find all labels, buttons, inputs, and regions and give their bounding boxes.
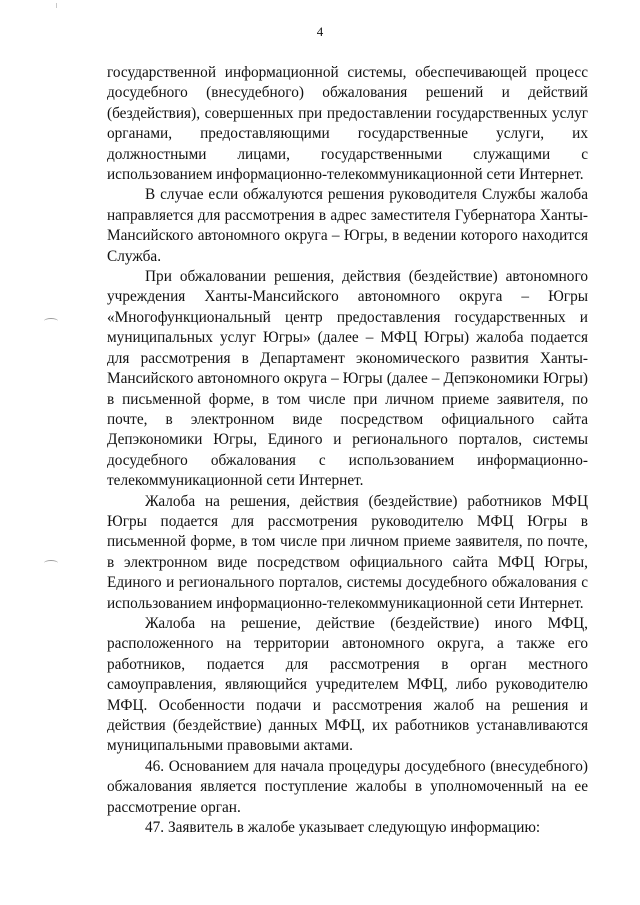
page-number: 4 xyxy=(316,24,324,39)
scan-speck xyxy=(56,3,57,8)
paragraph: Жалоба на решения, действия (бездействие) работников МФЦ Югры подается для рассмотрения руководителю МФЦ Югры в письменной форме, в том числе при личном приеме заявителя, по почте, в электронном виде посредством официального сайта МФЦ Югры, Единого и регионального порталов, системы досудебного обжалования с использованием информационно-телекоммуникационной сети Интернет. xyxy=(107,492,588,612)
binding-hole-mark xyxy=(44,318,58,324)
paragraph: 46. Основанием для начала процедуры досудебного (внесудебного) обжалования является поступление жалобы в уполномоченный на ее рассмотрение орган. xyxy=(107,757,588,816)
paragraph: При обжаловании решения, действия (бездействие) автономного учреждения Ханты-Мансийского автономного округа – Югры «Многофункциональный центр предоставления государственных и муниципальных услуг Югры» (далее – МФЦ Югры) жалоба подается для рассмотрения в Департамент экономического развития Ханты-Мансийского автономного округа – Югры (далее – Депэкономики Югры) в письменной форме, в том числе при личном приеме заявителя, по почте, в электронном виде посредством официального сайта Депэкономики Югры, Единого и регионального порталов, системы досудебного обжалования с использованием информационно-телекоммуникационной сети Интернет. xyxy=(107,268,588,490)
binding-hole-mark xyxy=(44,560,58,566)
paragraph: 47. Заявитель в жалобе указывает следующую информацию: xyxy=(145,819,541,837)
paragraph: Жалоба на решение, действие (бездействие) иного МФЦ, расположенного на территории автономного округа, а также его работников, подается для рассмотрения в орган местного самоуправления, являющийся учредителем МФЦ, либо руководителю МФЦ. Особенности подачи и рассмотрения жалоб на решения и действия (бездействие) данных МФЦ, их работников устанавливаются муниципальными правовыми актами. xyxy=(107,614,588,755)
document-body xyxy=(107,63,588,838)
paragraph: государственной информационной системы, обеспечивающей процесс досудебного (внесудебного) обжалования решений и действий (бездействия), совершенных при предоставлении государственных услуг органами, предоставляющими государственные услуги, их должностными лицами, государственными служащими с использованием информационно-телекоммуникационной сети Интернет. xyxy=(107,64,588,184)
paragraph: В случае если обжалуются решения руководителя Службы жалоба направляется для рассмотрения в адрес заместителя Губернатора Ханты-Мансийского автономного округа – Югры, в ведении которого находится Служба. xyxy=(107,186,588,265)
